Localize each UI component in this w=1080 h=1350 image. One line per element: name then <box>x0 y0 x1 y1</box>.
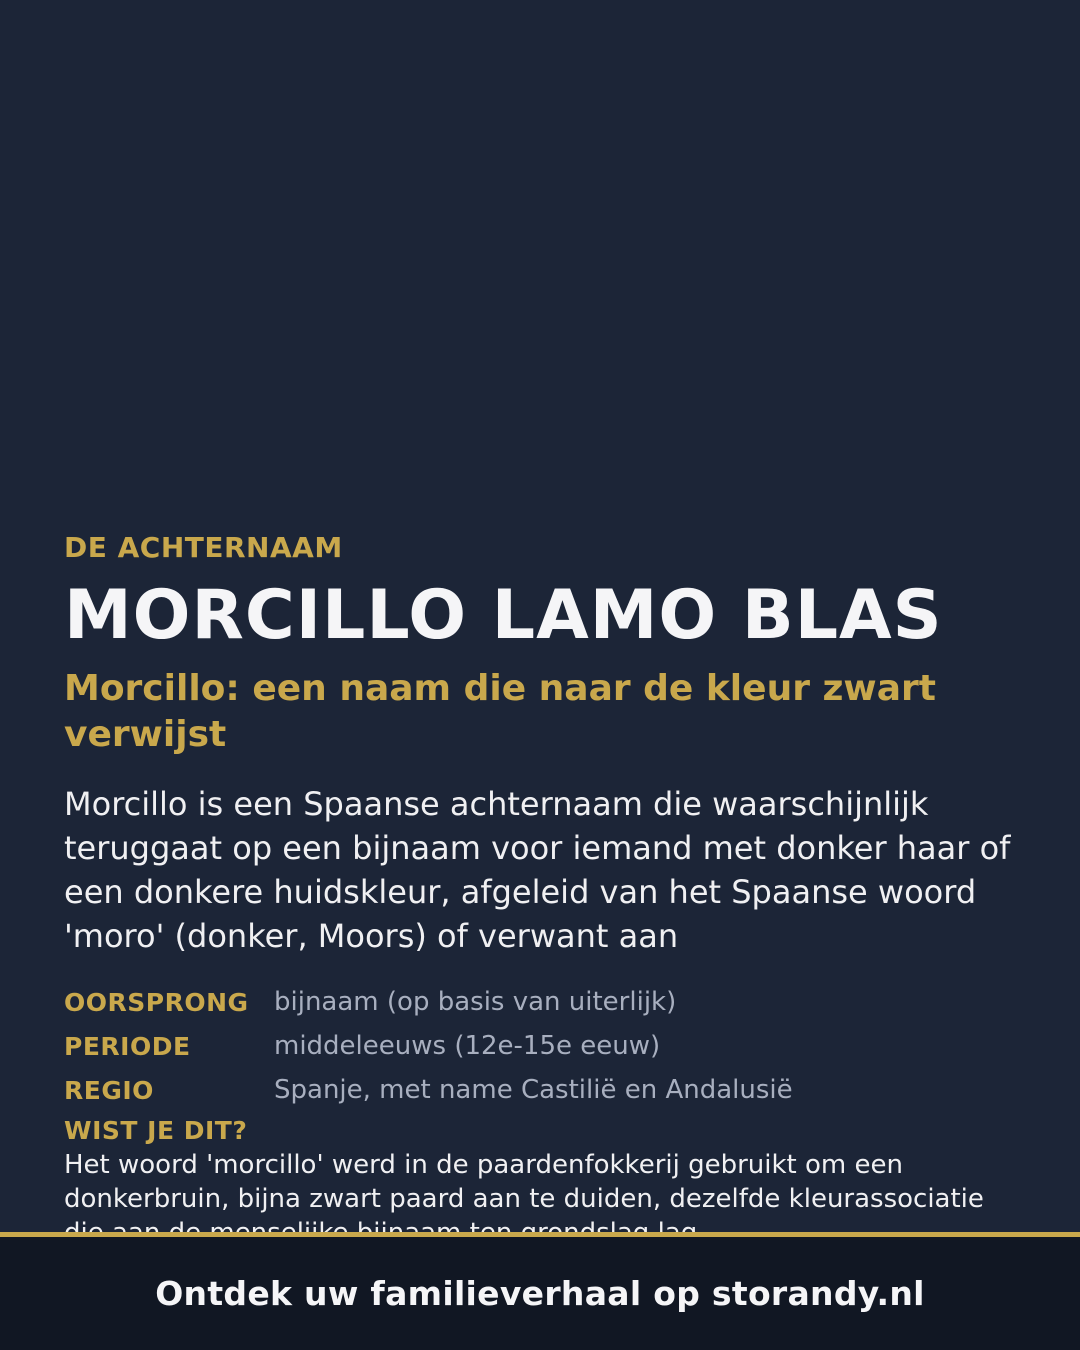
surname-description: Morcillo is een Spaanse achternaam die waarschijnlijk teruggaat op een bijnaam voor iemand met donker haar of een donkere huidskleur, afgeleid van het Spaanse woord 'moro' (donker, Moors) of verwant aan <box>64 785 1011 955</box>
fact-value: middeleeuws (12e-15e eeuw) <box>274 1031 661 1061</box>
fact-row-period <box>64 1024 1024 1068</box>
fact-row-origin <box>64 980 1024 1024</box>
surname-subtitle: Morcillo: een naam die naar de kleur zwart verwijst <box>64 668 936 755</box>
fact-label: REGIO <box>64 1075 154 1105</box>
fact-label: OORSPRONG <box>64 987 249 1017</box>
did-you-know-title: WIST JE DIT? <box>64 1116 248 1145</box>
fact-value: Spanje, met name Castilië en Andalusië <box>274 1075 793 1105</box>
footer-banner <box>0 1237 1080 1350</box>
footer-cta-text: Ontdek uw familieverhaal op storandy.nl <box>155 1274 925 1313</box>
fact-row-region <box>64 1068 1024 1112</box>
card-content <box>64 528 1024 1250</box>
did-you-know-text: Het woord 'morcillo' werd in de paardenfokkerij gebruikt om een donkerbruin, bijna zwart paard aan te duiden, dezelfde kleurassociatie <box>64 1150 984 1214</box>
surname-title: MORCILLO LAMO BLAS <box>64 576 943 655</box>
eyebrow-label: DE ACHTERNAAM <box>64 531 343 564</box>
facts-list <box>64 980 1024 1112</box>
fact-label: PERIODE <box>64 1031 191 1061</box>
fact-value: bijnaam (op basis van uiterlijk) <box>274 987 677 1017</box>
